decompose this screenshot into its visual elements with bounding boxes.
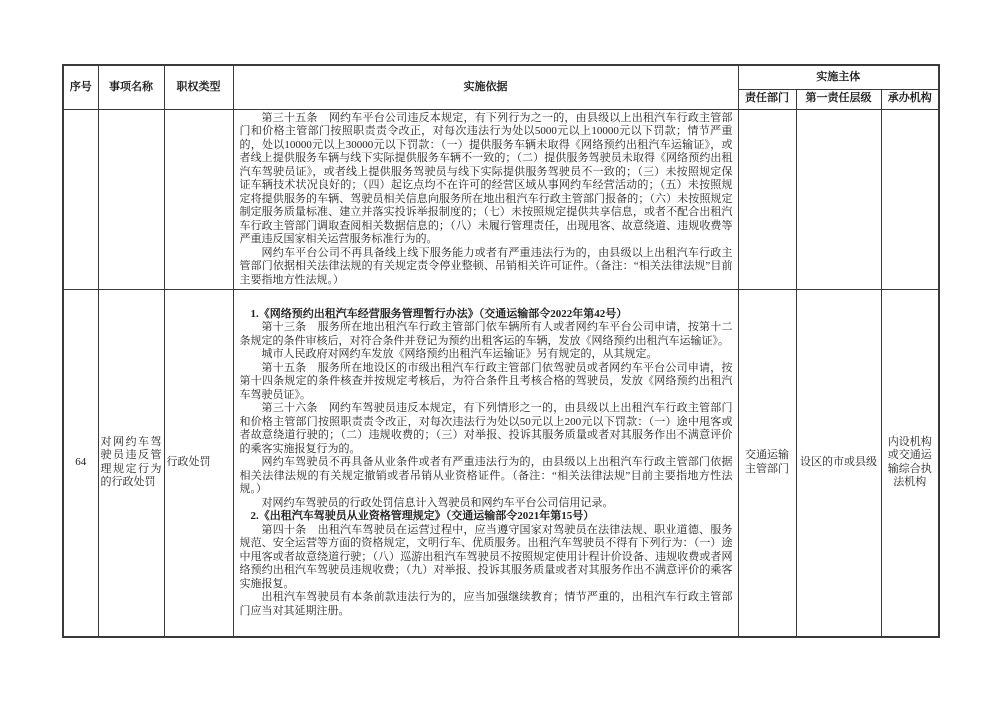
header-col-agency: 承办机构 [881,89,939,109]
basis-paragraph: 出租汽车驾驶员有本条前款违法行为的，应当加强继续教育；情节严重的，出租汽车行政主管部门应当对其延期注册。 [239,591,733,617]
cell-undertaking-agency [881,109,939,290]
cell-undertaking-agency: 内设机构或交通运输综合执法机构 [881,290,939,637]
cell-implementation-basis [233,109,738,290]
cell-responsible-dept: 交通运输主管部门 [738,290,796,637]
header-row-top [63,65,939,89]
header-col-no: 序号 [63,65,98,109]
basis-paragraph: 1.《网络预约出租汽车经营服务管理暂行办法》（交通运输部令2022年第42号） [250,307,628,320]
cell-item-name [98,109,164,290]
basis-paragraph: 网约车平台公司不再具备线上线下服务能力或者有严重违法行为的，由县级以上出租汽车行政主管部门依据相关法律法规的有关规定责令停业整顿、吊销相关许可证件。（备注：“相关法律法规”目前主要指地方性法规。） [239,246,733,286]
basis-paragraph: 网约车驾驶员不再具备从业条件或者有严重违法行为的，由县级以上出租汽车行政主管部门依据相关法律法规的有关规定撤销或者吊销从业资格证件。（备注：“相关法律法规”目前主要指地方性法规。） [239,456,733,495]
header-col-power-type: 职权类型 [164,65,233,109]
table-row-item-64 [63,290,939,637]
basis-paragraph: 第四十条 出租汽车驾驶员在运营过程中，应当遵守国家对驾驶员在法律法规、职业道德、服务规范、安全运营等方面的资格规定，文明行车、优质服务。出租汽车驾驶员不得有下列行为：（一）途中甩客或者故意绕道行驶；（八）巡游出租汽车驾驶员不按照规定使用计程计价设备、违规收费或者网络预约出租汽车驾驶员违规收费；（九）对举报、投诉其服务质量或者对其服务作出不满意评价的乘客实施报复。 [239,523,733,590]
cell-power-type: 行政处罚 [164,290,233,637]
cell-no [63,109,98,290]
basis-paragraph: 对网约车驾驶员的行政处罚信息计入驾驶员和网约车平台公司信用记录。 [261,496,614,509]
cell-responsibility-level: 设区的市或县级 [796,290,881,637]
header-col-dept: 责任部门 [738,89,796,109]
header-col-basis: 实施依据 [233,65,738,109]
basis-paragraph: 第三十五条 网约车平台公司违反本规定，有下列行为之一的，由县级以上出租汽车行政主管部门和价格主管部门按照职责责令改正，对每次违法行为处以5000元以上10000元以下罚款；情节严重的，处以10000元以上30000元以下罚款：（一）提供服务车辆未取得《网络预约出租汽车运输证》，或者线上提供服务车辆与线下实际提供服务车辆不一致的；（二）提供服务驾驶员未取得《网络预约出租汽车驾驶员证》，或者线上提供服务驾驶员与线下实际提供服务驾驶员不一致的；（三）未按照规定保证车辆技术状况良好的；（四）起讫点均不在许可的经营区域从事网约车经营活动的；（五）未按照规定将提供服务的车辆、驾驶员相关信息向服务所在地出租汽车行政主管部门报备的；（六）未按照规定制定服务质量标准、建立并落实投诉举报制度的；（七）未按照规定提供共享信息，或者不配合出租汽车行政主管部门调取查阅相关数据信息的；（八）未履行管理责任，出现甩客、故意绕道、违规收费等严重违反国家相关运营服务标准行为的。 [239,111,733,245]
cell-item-name: 对网约车驾驶员违反管理规定行为的行政处罚 [98,290,164,637]
basis-paragraph: 第十三条 服务所在地出租汽车行政主管部门依车辆所有人或者网约车平台公司申请，按第十二条规定的条件审核后，对符合条件并登记为预约出租客运的车辆，发放《网络预约出租汽车运输证》。 [239,321,733,347]
cell-no: 64 [63,290,98,637]
basis-paragraph: 城市人民政府对网约车发放《网络预约出租汽车运输证》另有规定的，从其规定。 [261,348,658,360]
table-row-continuation [63,109,939,290]
basis-paragraph: 第三十六条 网约车驾驶员违反本规定，有下列情形之一的，由县级以上出租汽车行政主管部门和价格主管部门按照职责责令改正，对每次违法行为处以50元以上200元以下罚款：（一）途中甩客或者故意绕道行驶的；（二）违规收费的；（三）对举报、投诉其服务质量或者对其服务作出不满意评价的乘客实施报复行为的。 [239,402,733,455]
authority-items-table [62,64,940,638]
cell-responsible-dept [738,109,796,290]
header-col-subject-group: 实施主体 [738,65,939,89]
cell-responsibility-level [796,109,881,290]
basis-paragraph: 第十五条 服务所在地设区的市级出租汽车行政主管部门依驾驶员或者网约车平台公司申请，按第十四条规定的条件核查并按规定考核后，为符合条件且考核合格的驾驶员，发放《网络预约出租汽车驾驶员证》。 [239,361,733,401]
basis-paragraph: 2.《出租汽车驾驶员从业资格管理规定》（交通运输部令2021年第15号） [250,510,595,522]
header-col-item: 事项名称 [98,65,164,109]
cell-power-type [164,109,233,290]
header-col-level: 第一责任层级 [796,89,881,109]
cell-implementation-basis [233,290,738,637]
